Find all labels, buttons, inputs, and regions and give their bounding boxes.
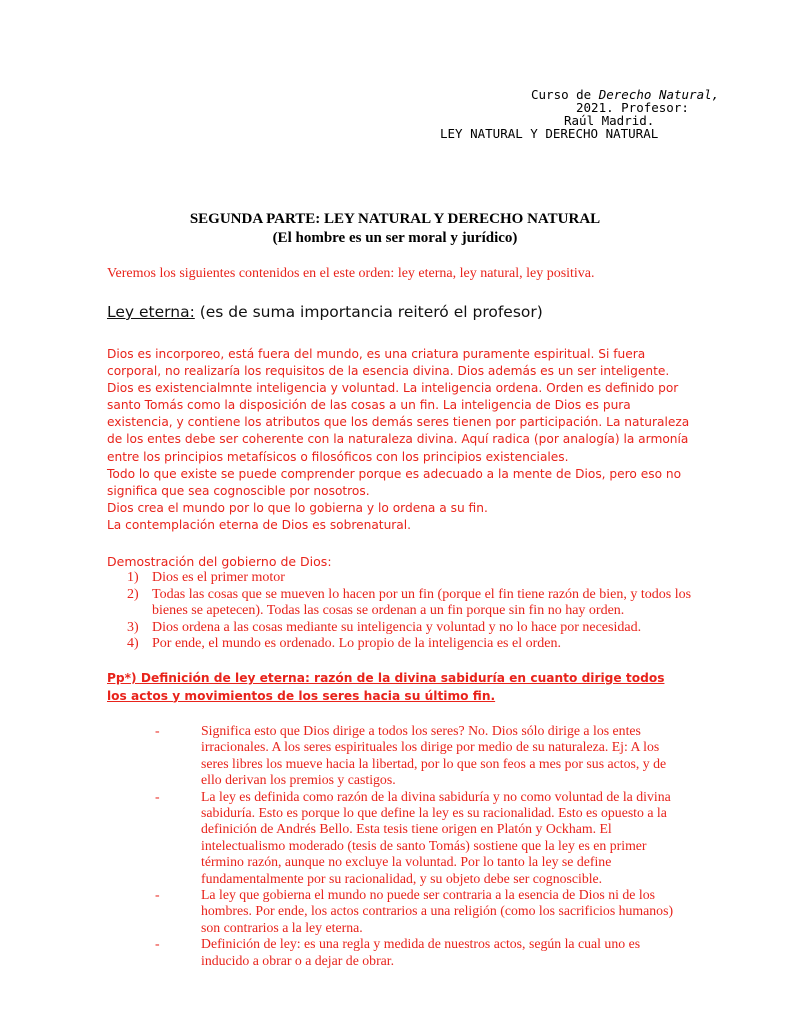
body-paragraph: La contemplación eterna de Dios es sobrenatural. <box>107 517 412 532</box>
demo-list-item <box>107 587 697 619</box>
demo-item-text: Dios es el primer motor <box>152 570 285 585</box>
dash-list-item <box>155 887 685 936</box>
dash-bullet: - <box>155 887 160 903</box>
dash-item-text: Definición de ley: es una regla y medida de nuestros actos, según la cual uno es inducido a obrar o a dejar de obrar. <box>201 936 641 968</box>
demo-item-text: Por ende, el mundo es ordenado. Lo propio de la inteligencia es el orden. <box>152 636 561 652</box>
demo-list-item <box>107 636 697 652</box>
dash-list-item <box>155 789 685 887</box>
section-heading-note: (es de suma importancia reiteró el profesor) <box>194 303 543 321</box>
header-course-prefix: Curso de <box>531 87 599 102</box>
body-text <box>107 346 697 534</box>
course-header <box>440 87 720 141</box>
dash-item-text: La ley que gobierna el mundo no puede ser contraria a la esencia de Dios ni de los hombres. Por ende, los actos contrarios a una religión (como los sacrificios humanos) son contrarios a la ley eterna. <box>201 887 674 935</box>
dash-bullet: - <box>155 788 160 804</box>
document-subtitle: (El hombre es un ser moral y jurídico) <box>272 230 518 246</box>
demo-title: Demostración del gobierno de Dios: <box>107 554 332 569</box>
dash-bullet: - <box>155 723 160 738</box>
section-heading-underlined: Ley eterna: <box>107 303 195 321</box>
body-paragraph: Todo lo que existe se puede comprender porque es adecuado a la mente de Dios, pero eso no significa que sea cognoscible por nosotros. <box>107 466 682 498</box>
demo-item-number: 2) <box>127 586 139 602</box>
header-course-name: Derecho Natural, <box>598 87 720 102</box>
demo-list <box>107 570 697 653</box>
dash-list <box>155 723 685 969</box>
document-title: SEGUNDA PARTE: LEY NATURAL Y DERECHO NATURAL <box>189 211 601 227</box>
demo-item-number: 3) <box>127 619 139 635</box>
demo-item-text: Todas las cosas que se mueven lo hacen por un fin (porque el fin tiene razón de bien, y todos los bienes se apetecen). Todas las cosas se ordenan a un fin porque sin fin no hay orden. <box>152 586 692 618</box>
body-paragraph: Dios crea el mundo por lo que lo gobierna y lo ordena a su fin. <box>107 500 488 515</box>
header-line-topic: LEY NATURAL Y DERECHO NATURAL <box>440 126 659 141</box>
demo-list-item <box>107 620 697 636</box>
dash-item-text: Significa esto que Dios dirige a todos los seres? No. Dios sólo dirige a los entes irracionales. A los seres espirituales los dirige por medio de su naturaleza. Ej: A los seres libres los mueve hacia la libertad, por lo que son feos a mes por sus actos, y de ello derivan los premios y castigos. <box>201 723 667 788</box>
demo-item-number: 4) <box>127 636 139 652</box>
demo-item-text: Dios ordena a las cosas mediante su inteligencia y voluntad y no lo hace por necesidad. <box>152 619 642 635</box>
section-heading-ley-eterna <box>107 302 727 322</box>
header-line-year: 2021. Profesor: <box>576 100 689 115</box>
demo-list-item <box>107 570 697 586</box>
dash-item-text: La ley es definida como razón de la divina sabiduría y no como voluntad de la divina sabiduría. Esto es porque lo que define la ley es su racionalidad. Esto es opuesto a la definición de Andrés Bello. Esta tesis tiene origen en Platón y Ockham. El intelectualismo moderado (tesis de santo Tomás) sostiene que la ley es en primer término razón, aunque no excluye la voluntad. Por lo tanto la ley se define fundamentalmente por su racionalidad, y su objeto debe ser cognoscible. <box>201 788 671 886</box>
header-line-professor: Raúl Madrid. <box>564 113 655 128</box>
dash-list-item <box>155 936 685 969</box>
body-paragraph: Dios es incorporeo, está fuera del mundo, es una criatura puramente espiritual. Si fuera corporal, no realizaría los requisitos de la esencia divina. Dios además es un ser inteligente. Dios es existencialmnte inteligencia y voluntad. La inteligencia ordena. Orden es definido por santo Tomás como la disposición de las cosas a un fin. La inteligencia de Dios es pura existencia, y contiene los atributos que los demás seres tienen por participación. La naturaleza de los entes debe ser coherente con la naturaleza divina. Aquí radica (por analogía) la armonía entre los principios metafísicos o filosóficos con los principios existenciales. <box>107 347 690 464</box>
definition-ley-eterna: Pp*) Definición de ley eterna: razón de la divina sabiduría en cuanto dirige todos los actos y movimientos de los seres hacia su último fin. <box>107 671 665 703</box>
intro-paragraph: Veremos los siguientes contenidos en el este orden: ley eterna, ley natural, ley positiva. <box>107 266 595 281</box>
dash-bullet: - <box>155 936 160 952</box>
demo-item-number: 1) <box>127 570 139 585</box>
dash-list-item <box>155 723 685 789</box>
